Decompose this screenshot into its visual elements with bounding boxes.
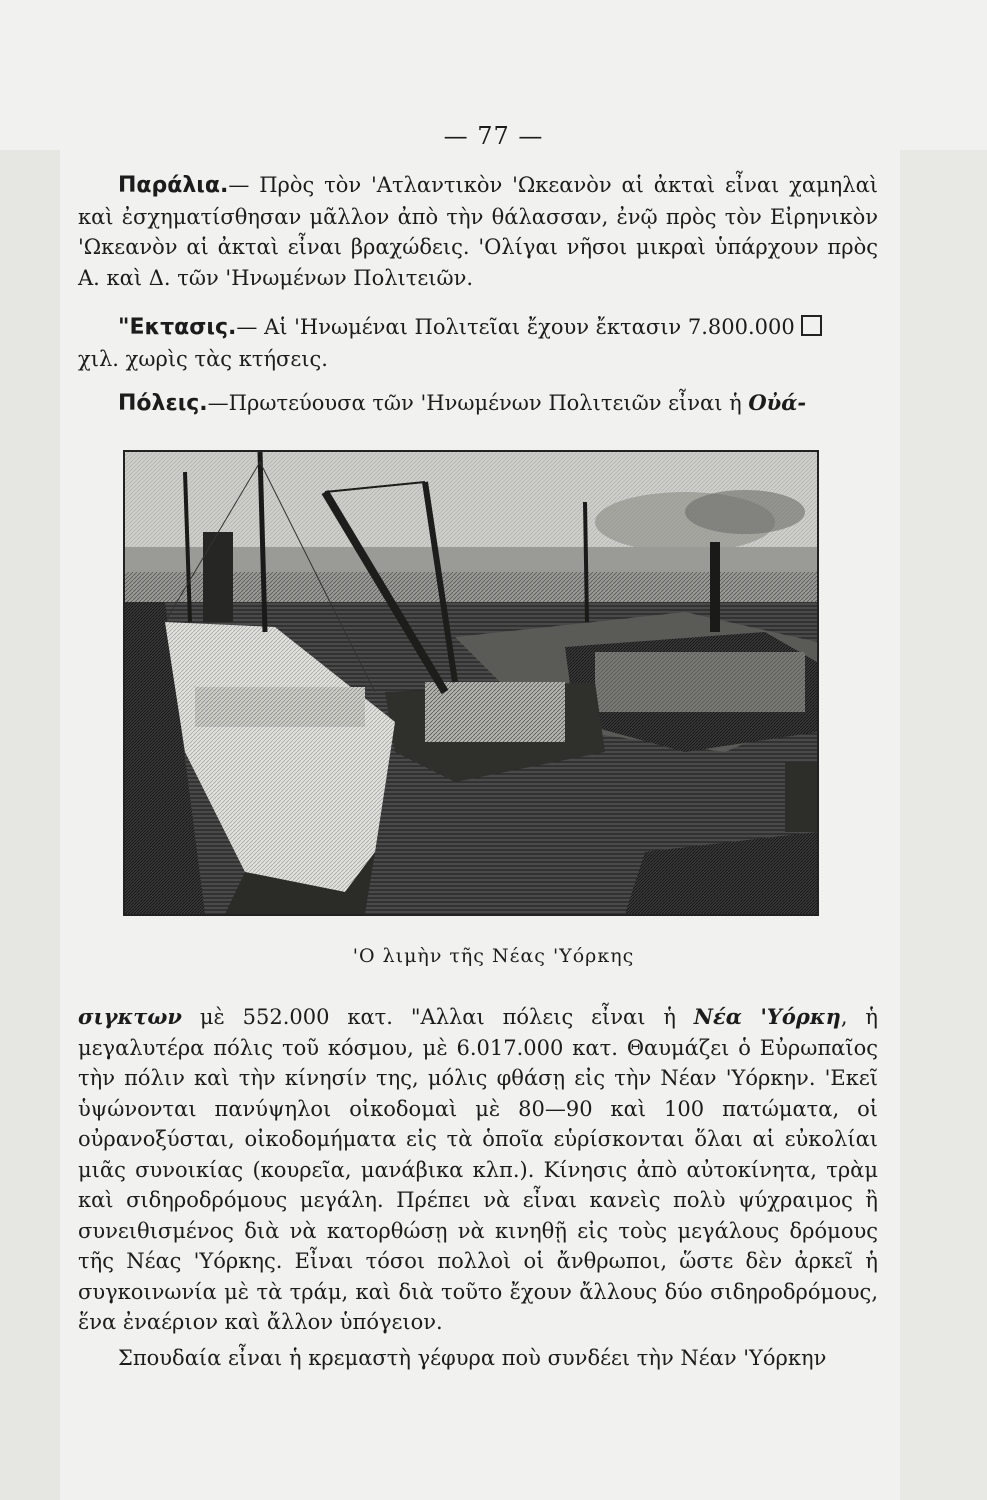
paragraph-bridge bbox=[78, 1343, 878, 1374]
heading-cities: Πόλεις. bbox=[118, 391, 208, 416]
area-text: — Αἱ 'Ηνωμέναι Πολιτεῖαι ἔχουν ἔκτασιν 7.800.000 bbox=[236, 315, 795, 339]
harbor-illustration bbox=[123, 450, 819, 916]
paragraph-area bbox=[78, 312, 878, 374]
washington-start: Οὐά- bbox=[748, 390, 807, 415]
paragraph-coasts bbox=[78, 170, 878, 293]
harbor-engraving bbox=[125, 452, 817, 914]
page-number: — 77 — bbox=[443, 122, 544, 150]
heading-area: "Εκτασις. bbox=[118, 315, 237, 340]
washington-end: σιγκτων bbox=[78, 1004, 182, 1029]
heading-coasts: Παράλια. bbox=[118, 173, 229, 198]
coasts-text: — Πρὸς τὸν 'Ατλαντικὸν 'Ωκεανὸν αἱ ἀκταὶ εἶναι χαμηλαὶ καὶ ἐσχηματίσθησαν μᾶλλον ἀπὸ τὴν θάλασσαν, ἐνῷ πρὸς τὸν Εἰρηνικὸν 'Ωκεανὸν αἱ ἀκταὶ εἶναι βραχώδεις. 'Ολίγαι νῆσοι μικραὶ ὑπάρχουν πρὸς Α. καὶ Δ. τῶν 'Ηνωμένων Πολιτειῶν. bbox=[78, 173, 878, 290]
paragraph-cities-cont bbox=[78, 1002, 878, 1338]
square-symbol-icon bbox=[801, 315, 822, 336]
area-text-cont: χιλ. χωρὶς τὰς κτήσεις. bbox=[78, 346, 328, 371]
cities-cont-text-2: , ἡ μεγαλυτέρα πόλις τοῦ κόσμου, μὲ 6.017.000 κατ. Θαυμάζει ὁ Εὐρωπαῖος τὴν πόλιν καὶ τὴν κίνησίν της, μόλις φθάσῃ εἰς τὴν Νέαν 'Υόρκην. 'Εκεῖ ὑψώνονται πανύψηλοι οἰκοδομαὶ μὲ 80—90 καὶ 100 πατώματα, οἱ οὐρανοξύσται, οἰκοδομήματα εἰς τὰ ὁποῖα εὑρίσκονται ὅλαι αἱ εὐκολίαι μιᾶς συνοικίας (κουρεῖα, μανάβικα κλπ.). Κίνησις ἀπὸ αὐτοκίνητα, τρὰμ καὶ σιδηροδρόμους μεγάλη. Πρέπει νὰ εἶναι κανεὶς πολὺ ψύχραιμος ἢ συνειθισμένος διὰ νὰ κατορθώσῃ νὰ κινηθῇ εἰς τοὺς μεγάλους δρόμους τῆς Νέας 'Υόρκης. Εἶναι τόσοι πολλοὶ οἱ ἄνθρωποι, ὥστε δὲν ἀρκεῖ ἡ συγκοινωνία μὲ τὰ τράμ, καὶ διὰ τοῦτο ἔχουν ἄλλους δύο σιδηροδρόμους, ἕνα ἐναέριον καὶ ἄλλον ὑπόγειον. bbox=[78, 1005, 879, 1334]
cities-cont-text-1: μὲ 552.000 κατ. "Αλλαι πόλεις εἶναι ἡ bbox=[181, 1005, 694, 1029]
cities-text: —Πρωτεύουσα τῶν 'Ηνωμένων Πολιτειῶν εἶναι ἡ bbox=[207, 391, 742, 415]
new-york-emphasis: Νέα 'Υόρκη bbox=[693, 1004, 841, 1029]
paragraph-cities bbox=[78, 388, 878, 420]
bridge-text: Σπουδαία εἶναι ἡ κρεμαστὴ γέφυρα ποὺ συνδέει τὴν Νέαν 'Υόρκην bbox=[118, 1346, 827, 1370]
figure-caption: 'Ο λιμὴν τῆς Νέας 'Υόρκης bbox=[352, 945, 635, 967]
